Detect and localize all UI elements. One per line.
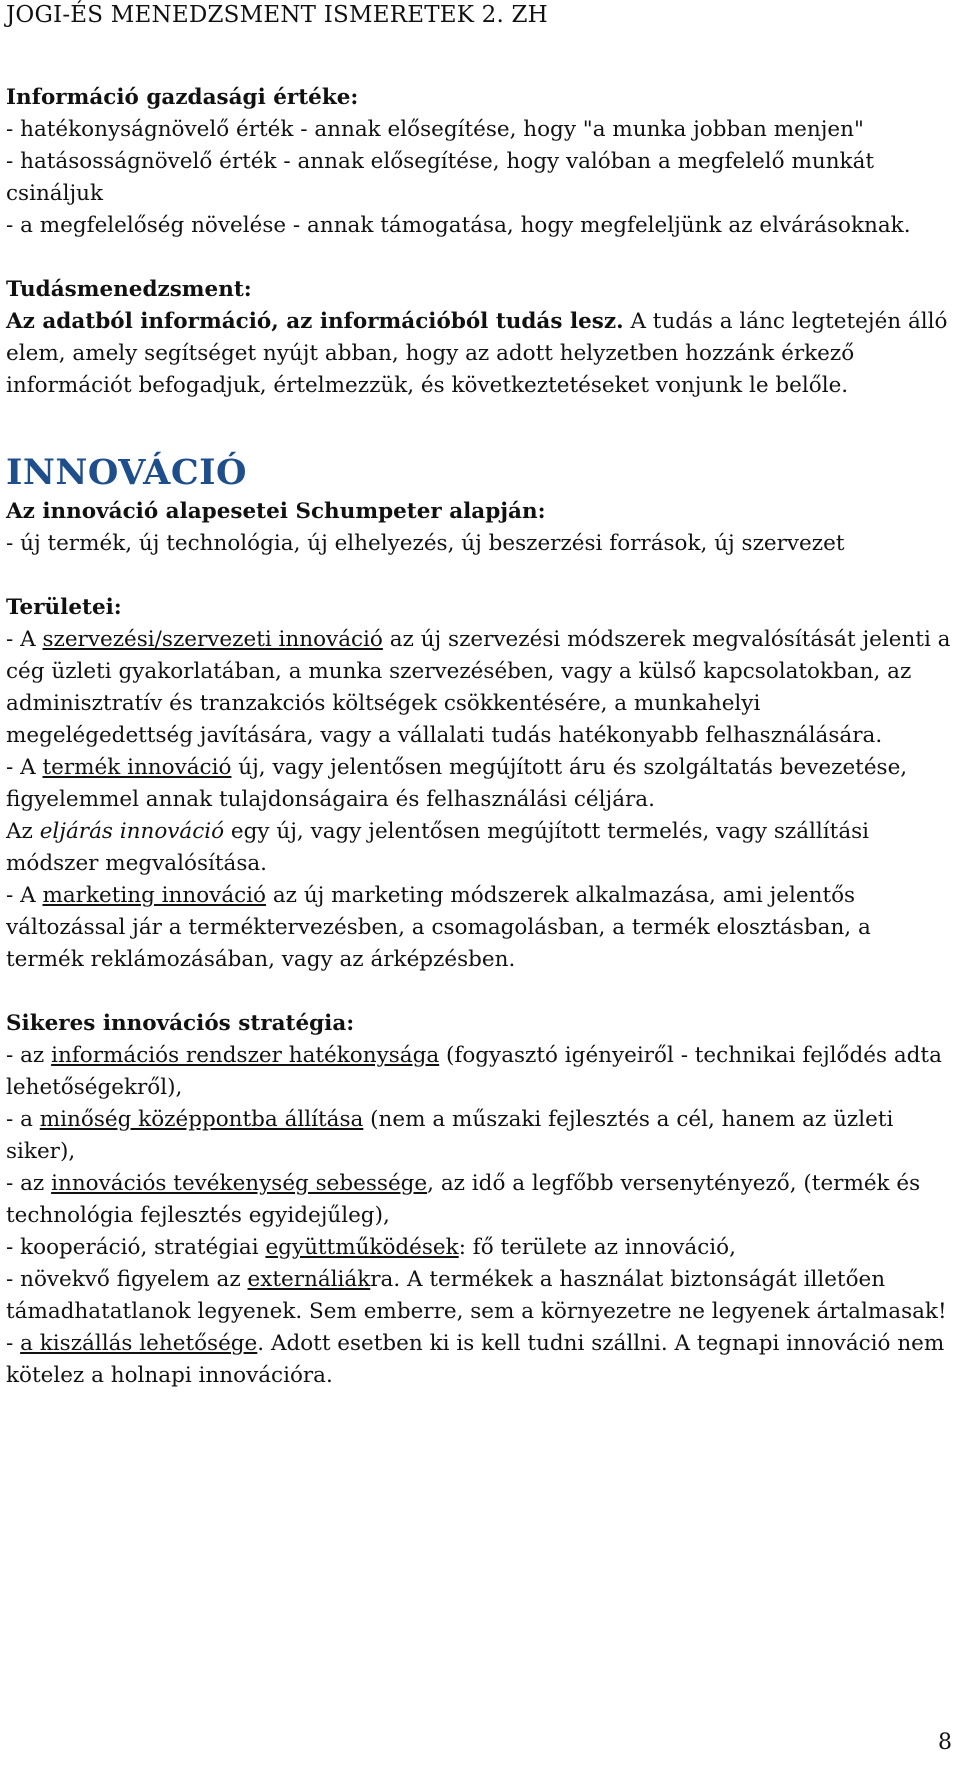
list-item	[6, 880, 954, 976]
list-item: - új termék, új technológia, új elhelyezés, új beszerzési források, új szervezet	[6, 531, 845, 556]
list-item	[6, 624, 954, 752]
strategy-section	[6, 1008, 954, 1392]
item-text: . Adott esetben ki is kell tudni szállni. A tegnapi innováció nem kötelez a holnapi innovációra.	[6, 1331, 945, 1388]
underlined-term: minőség középpontba állítása	[39, 1107, 364, 1132]
item-prefix: - A	[6, 755, 43, 780]
item-text: (fogyasztó igényeiről - technikai fejlődés adta lehetőségekről),	[6, 1043, 942, 1100]
list-item	[6, 752, 954, 816]
lead-sentence: Az adatból információ, az információból tudás lesz.	[6, 309, 624, 334]
section-heading: Információ gazdasági értéke:	[6, 85, 359, 110]
list-item: - hatékonyságnövelő érték - annak elősegítése, hogy "a munka jobban menjen"	[6, 117, 864, 142]
underlined-term: szervezési/szervezeti innováció	[42, 627, 383, 652]
paragraph	[6, 306, 954, 402]
section-heading: Az innováció alapesetei Schumpeter alapján:	[6, 499, 546, 524]
item-prefix: - az	[6, 1171, 52, 1196]
info-value-section	[6, 82, 954, 242]
list-item	[6, 1104, 954, 1168]
item-text: az új szervezési módszerek megvalósítását jelenti a cég üzleti gyakorlatában, a munka szervezésében, vagy a külső kapcsolatokban, az adminisztratív és tranzakciós költségek csökkentésére, a munkahelyi megelégedettség javítására, vagy a vállalati tudás hatékonyabb felhasználására.	[6, 627, 951, 748]
list-item	[6, 1232, 954, 1264]
list-item	[6, 816, 954, 880]
page-number: 8	[938, 1730, 952, 1755]
section-heading: Tudásmenedzsment:	[6, 277, 252, 302]
item-prefix: Az	[6, 819, 40, 844]
list-item	[6, 1328, 954, 1392]
item-prefix: -	[6, 1331, 21, 1356]
item-prefix: - A	[6, 883, 43, 908]
list-item: - hatásosságnövelő érték - annak elősegítése, hogy valóban a megfelelő munkát csináljuk	[6, 149, 875, 206]
list-item: - a megfelelőség növelése - annak támogatása, hogy megfeleljünk az elvárásoknak.	[6, 213, 911, 238]
list-item	[6, 1040, 954, 1104]
areas-section	[6, 592, 954, 976]
innovation-title: INNOVÁCIÓ	[6, 452, 248, 493]
item-text: az új marketing módszerek alkalmazása, ami jelentős változással jár a terméktervezésben, a csomagolásban, a termék elosztásban, a termék reklámozásában, vagy az árképzésben.	[6, 883, 871, 972]
section-heading: Területei:	[6, 595, 122, 620]
item-prefix: - kooperáció, stratégiai	[6, 1235, 266, 1260]
item-text: : fő területe az innováció,	[458, 1235, 736, 1260]
italic-term: eljárás innováció	[39, 819, 225, 844]
underlined-term: externáliák	[247, 1267, 371, 1292]
section-heading: Sikeres innovációs stratégia:	[6, 1011, 355, 1036]
paragraph-text: A tudás a lánc legtetején álló elem, amely segítséget nyújt abban, hogy az adott helyzetben hozzánk érkező információt befogadjuk, értelmezzük, és következtetéseket vonjunk le belőle.	[6, 309, 948, 398]
underlined-term: marketing innováció	[42, 883, 267, 908]
innovation-section	[6, 450, 954, 560]
underlined-term: innovációs tevékenység sebessége	[51, 1171, 428, 1196]
item-prefix: - növekvő figyelem az	[6, 1267, 248, 1292]
item-prefix: - az	[6, 1043, 52, 1068]
item-text: , az idő a legfőbb versenytényező, (termék és technológia fejlesztés egyidejűleg),	[6, 1171, 921, 1228]
knowledge-section	[6, 274, 954, 402]
item-text: egy új, vagy jelentősen megújított termelés, vagy szállítási módszer megvalósítása.	[6, 819, 870, 876]
item-prefix: - a	[6, 1107, 40, 1132]
list-item	[6, 1168, 954, 1232]
underlined-term: termék innováció	[42, 755, 232, 780]
underlined-term: a kiszállás lehetősége	[20, 1331, 258, 1356]
item-text: (nem a műszaki fejlesztés a cél, hanem az üzleti siker),	[6, 1107, 894, 1164]
document-header: JOGI-ÉS MENEDZSMENT ISMERETEK 2. ZH	[6, 2, 548, 28]
underlined-term: információs rendszer hatékonysága	[51, 1043, 440, 1068]
item-text: ra. A termékek a használat biztonságát illetően támadhatatlanok legyenek. Sem emberre, sem a környezetre ne legyenek ártalmasak!	[6, 1267, 947, 1324]
item-text: új, vagy jelentősen megújított áru és szolgáltatás bevezetése, figyelemmel annak tulajdonságaira és felhasználási céljára.	[6, 755, 908, 812]
item-prefix: - A	[6, 627, 43, 652]
document-page	[6, 0, 954, 1392]
list-item	[6, 1264, 954, 1328]
underlined-term: együttműködések	[265, 1235, 459, 1260]
